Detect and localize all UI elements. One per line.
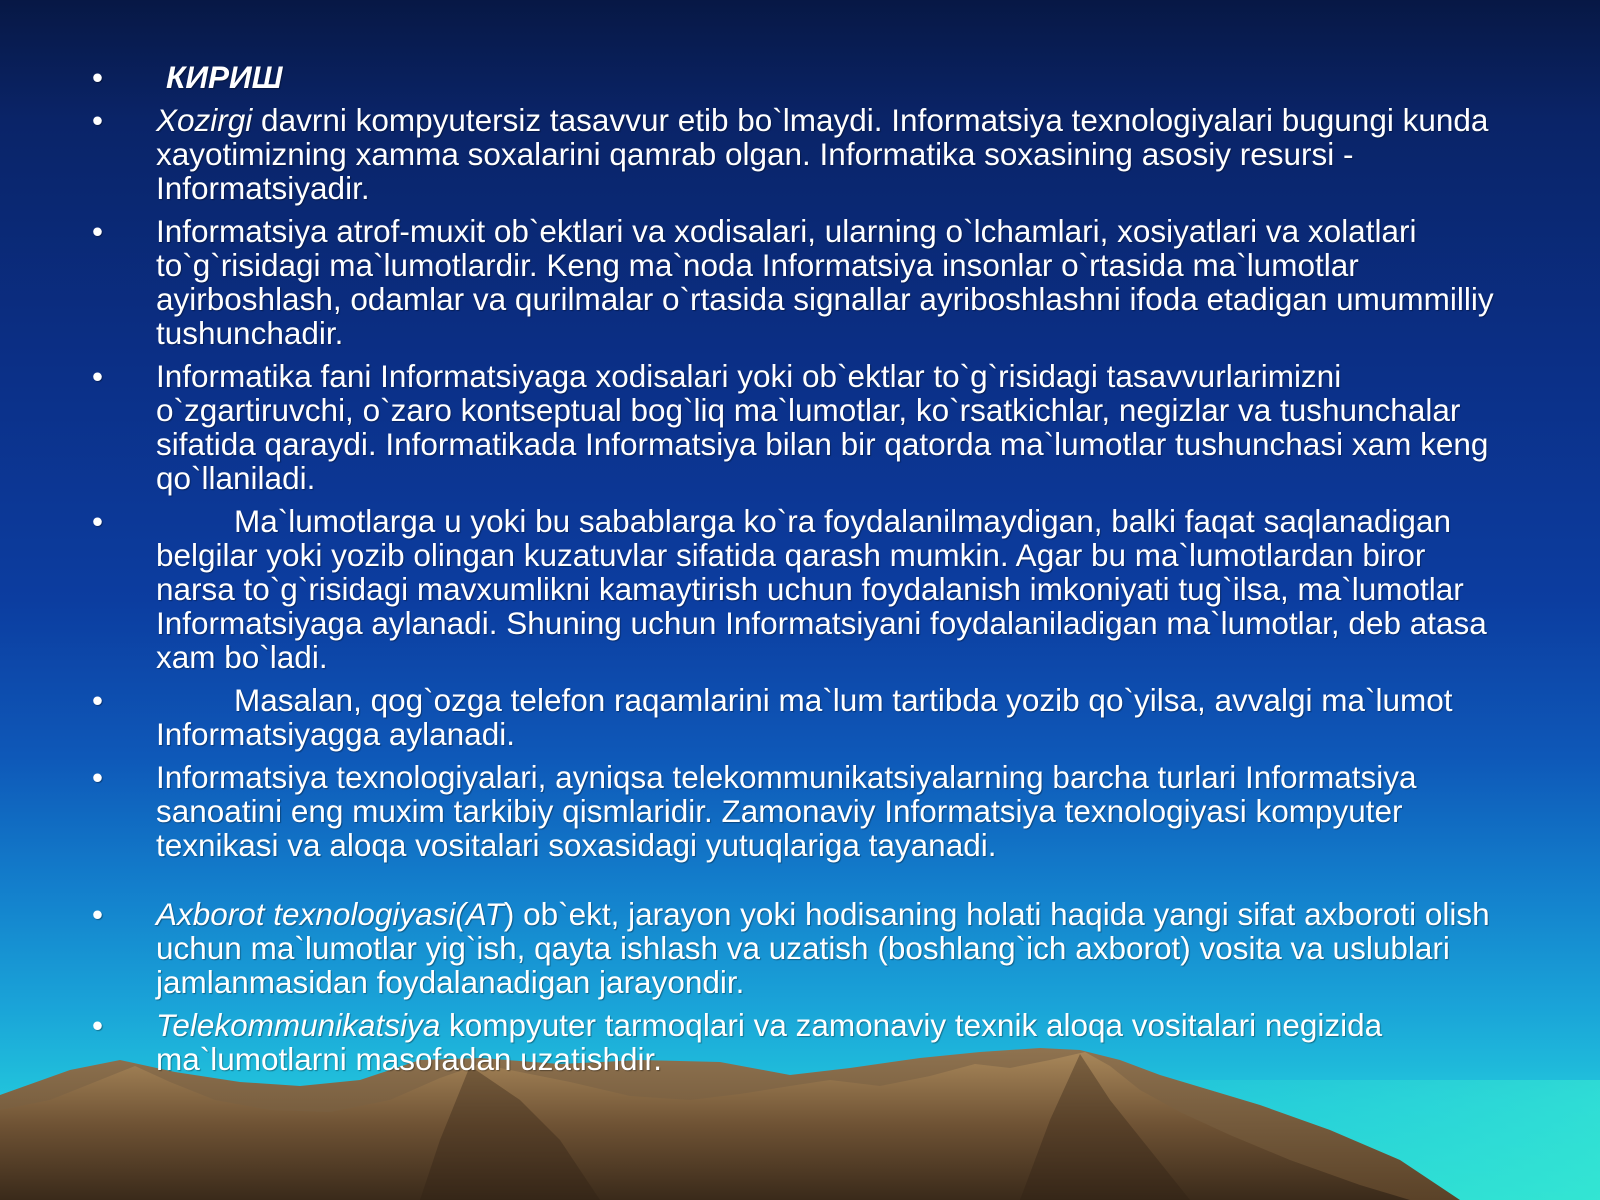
bullet-dot-icon: • [92,102,104,138]
bullet-lead-italic: Axborot texnologiyasi(AT [156,896,504,932]
bullet-text: ) ob`ekt, jarayon yoki hodisaning holati haqida yangi sifat axboroti olish uchun ma`lumotlar yig`ish, qayta ishlash va uzatish (boshlang`ich axborot) vosita va uslublari jamlanmasidan foydalanadigan jarayondir. [156,896,1490,1000]
bullet-dot-icon: • [92,682,104,718]
bullet-text: Masalan, qog`ozga telefon raqamlarini ma`lum tartibda yozib qo`yilsa, avvalgi ma`lumot Informatsiyagga aylanadi. [156,682,1453,752]
bullet-item [92,1008,1512,1076]
bullet-item [92,760,1512,862]
bullet-text: Informatsiya atrof-muxit ob`ektlari va xodisalari, ularning o`lchamlari, xosiyatlari va xolatlari to`g`risidagi ma`lumotlardir. Keng ma`noda Informatsiya insonlar o`rtasida ma`lumotlar ayirboshlash, odamlar va qurilmalar o`rtasida signallar ayriboshlashni ifoda etadigan umummilliy tushunchadir. [156,213,1494,351]
bullet-dot-icon: • [92,759,104,795]
bullet-item [92,683,1512,751]
bullet-item [92,214,1512,350]
bullet-text: kompyuter tarmoqlari va zamonaviy texnik aloqa vositalari negizida ma`lumotlarni masofadan uzatishdir. [156,1007,1383,1077]
bullet-lead-italic: Telekommunikatsiya [156,1007,441,1043]
bullet-text: davrni kompyutersiz tasavvur etib bo`lmaydi. Informatsiya texnologiyalari bugungi kunda xayotimizning xamma soxalarini qamrab olgan. Informatika soxasining asosiy resursi - Informatsiyadir. [156,102,1489,206]
bullet-dot-icon: • [92,503,104,539]
bullet-dot-icon: • [92,213,104,249]
bullet-text: Informatsiya texnologiyalari, ayniqsa telekommunikatsiyalarning barcha turlari Informatsiya sanoatini eng muxim tarkibiy qismlaridir. Zamonaviy Informatsiya texnologiyasi kompyuter texnikasi va aloqa vositalari soxasidagi yutuqlariga tayanadi. [156,759,1417,863]
bullet-dot-icon: • [92,59,104,95]
bullet-list [92,60,1512,1076]
bullet-dot-icon: • [92,358,104,394]
bullet-item [92,103,1512,205]
bullet-heading [92,60,1512,94]
slide-content [92,60,1512,1085]
bullet-item [92,897,1512,999]
bullet-lead-italic: Xozirgi [156,102,253,138]
slide-heading: КИРИШ [166,59,283,95]
bullet-dot-icon: • [92,896,104,932]
bullet-text: Informatika fani Informatsiyaga xodisalari yoki ob`ektlar to`g`risidagi tasavvurlarimizni o`zgartiruvchi, o`zaro kontseptual bog`liq ma`lumotlar, ko`rsatkichlar, negizlar va tushunchalar sifatida qaraydi. Informatikada Informatsiya bilan bir qatorda ma`lumotlar tushunchasi xam keng qo`llaniladi. [156,358,1489,496]
bullet-text: Ma`lumotlarga u yoki bu sabablarga ko`ra foydalanilmaydigan, balki faqat saqlanadigan belgilar yoki yozib olingan kuzatuvlar sifatida qarash mumkin. Agar bu ma`lumotlardan biror narsa to`g`risidagi mavxumlikni kamaytirish uchun foydalanish imkoniyati tug`ilsa, ma`lumotlar Informatsiyaga aylanadi. Shuning uchun Informatsiyani foydalaniladigan ma`lumotlar, deb atasa xam bo`ladi. [156,503,1487,675]
bullet-dot-icon: • [92,1007,104,1043]
bullet-item [92,504,1512,674]
bullet-item [92,359,1512,495]
